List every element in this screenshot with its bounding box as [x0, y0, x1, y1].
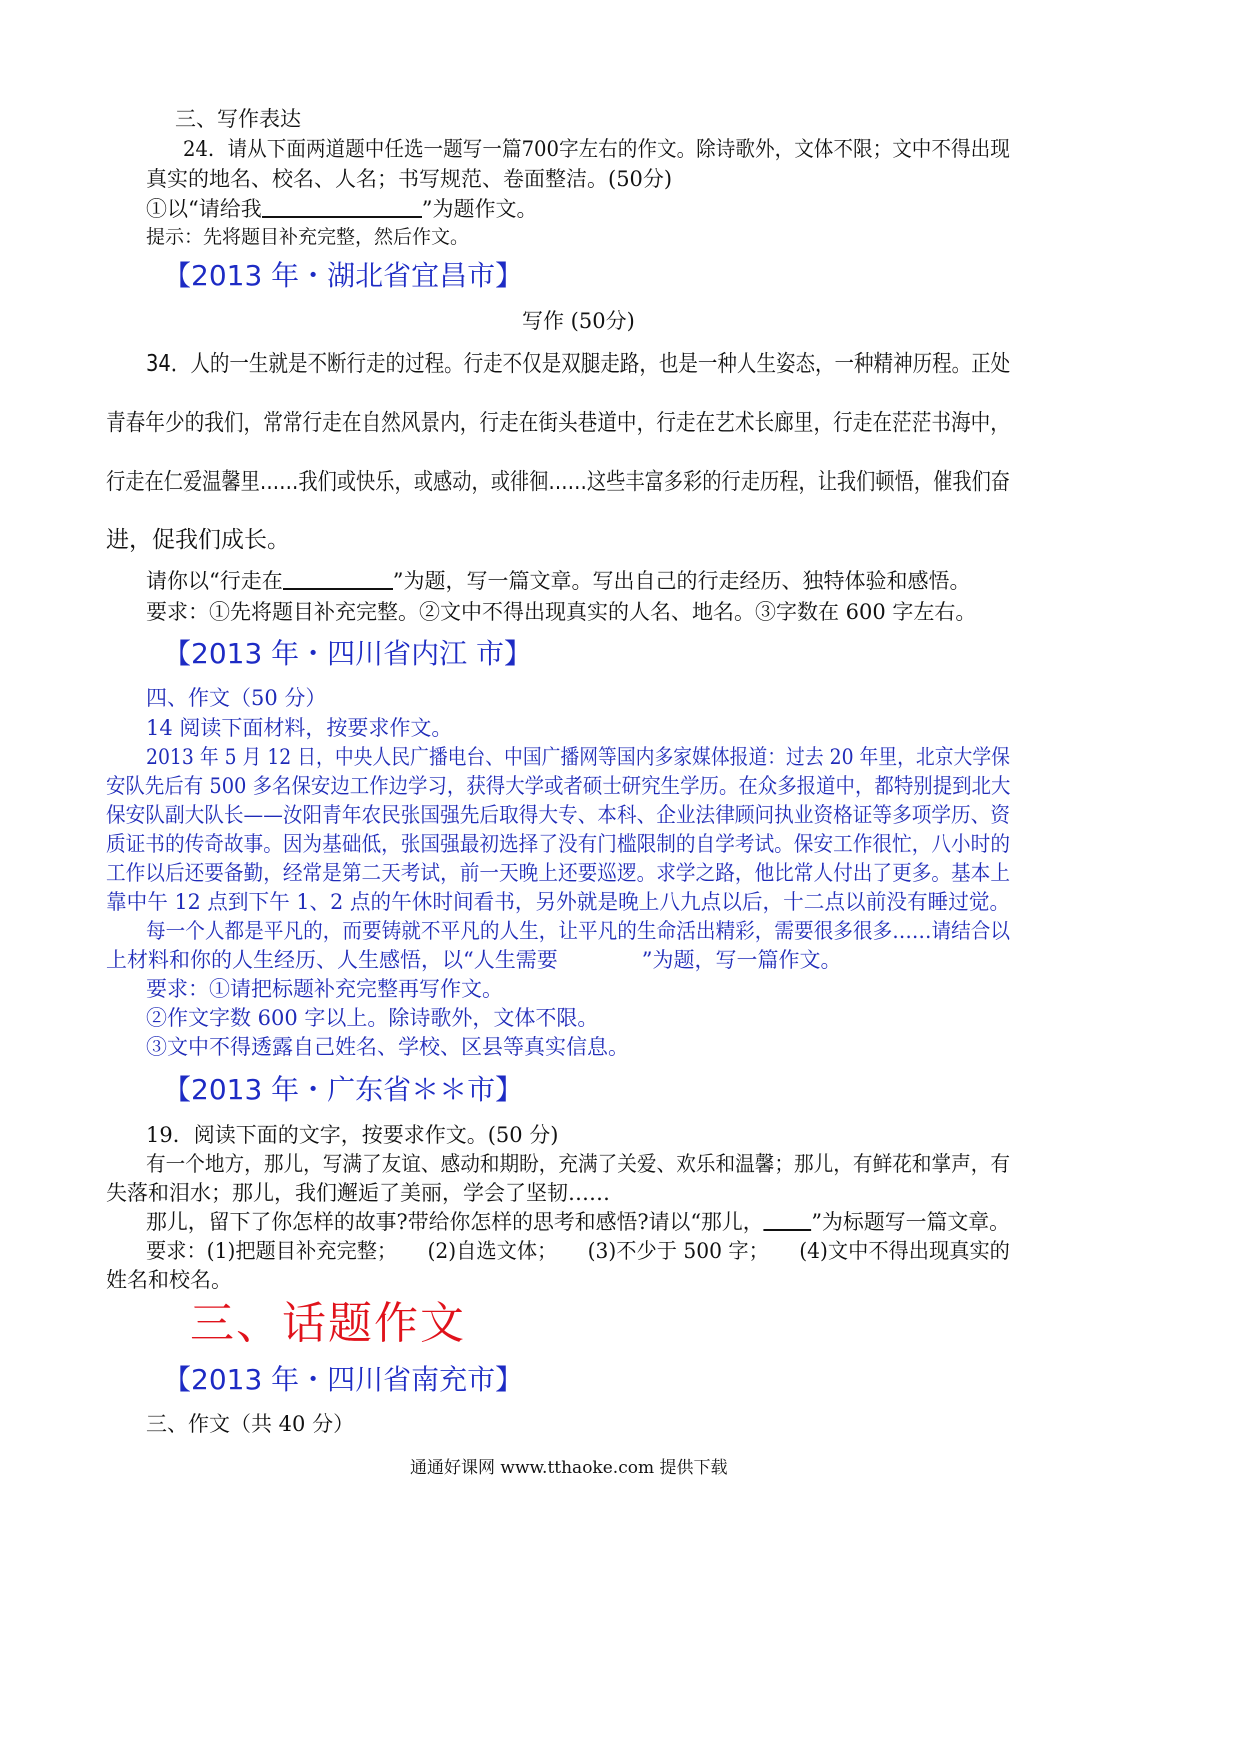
neijiang-material-line-3: 保安队副大队长——汝阳青年农民张国强先后取得大专、本科、企业法律顾问执业资格证等多项学历、资 [106, 803, 1010, 827]
guangdong-requirements: 要求：(1)把题目补充完整； (2)自选文体； (3)不少于 500 字； (4)文中不得出现真实的 [146, 1239, 1010, 1263]
neijiang-section: 四、作文（50 分） [146, 686, 327, 710]
yichang-para-line-1: 34．人的一生就是不断行走的过程。行走不仅是双腿走路，也是一种人生姿态，一种精神历程。正处 [146, 351, 1011, 377]
neijiang-header: 【2013 年・四川省内江 市】 [163, 637, 533, 670]
yichang-subtitle: 写作 (50分) [522, 309, 635, 333]
yichang-para-line-4: 进，促我们成长。 [106, 527, 290, 553]
guangdong-task-suffix: ”为标题写一篇文章。 [811, 1210, 1010, 1234]
yichang-requirements: 要求：①先将题目补充完整。②文中不得出现真实的人名、地名。③字数在 600 字左右。 [146, 600, 977, 624]
topic-essay-heading: 三、话题作文 [190, 1298, 466, 1349]
neijiang-material-line-6: 靠中午 12 点到下午 1、2 点的午休时间看书，另外就是晚上八九点以后，十二点以前没有睡过觉。 [106, 890, 1011, 914]
guangdong-title-blank [764, 1207, 812, 1231]
section-heading-writing: 三、写作表达 [175, 107, 301, 131]
q24-option [146, 194, 538, 224]
yichang-title-blank [283, 566, 393, 590]
neijiang-requirement-3: ③文中不得透露自己姓名、学校、区县等真实信息。 [146, 1035, 629, 1059]
q24-option-suffix: ”为题作文。 [421, 197, 538, 221]
nanchong-section: 三、作文（共 40 分） [146, 1412, 355, 1436]
neijiang-material-line-5: 工作以后还要备勤，经常是第二天考试，前一天晚上还要巡逻。求学之路，他比常人付出了更多。基本上 [106, 861, 1010, 885]
q24-line-2: 真实的地名、校名、人名；书写规范、卷面整洁。(50分) [146, 167, 673, 191]
neijiang-material-line-4: 质证书的传奇故事。因为基础低，张国强最初选择了没有门槛限制的自学考试。保安工作很忙，八小时的 [106, 832, 1010, 856]
page-footer: 通通好课网 www.tthaoke.com 提供下载 [410, 1458, 728, 1478]
guangdong-header: 【2013 年・广东省＊＊市】 [163, 1073, 524, 1106]
neijiang-instruction: 14 阅读下面材料，按要求作文。 [146, 716, 453, 740]
yichang-para-line-2: 青春年少的我们，常常行走在自然风景内，行走在街头巷道中，行走在艺术长廊里，行走在茫茫书海中， [106, 410, 1010, 436]
yichang-para-line-3: 行走在仁爱温馨里……我们或快乐，或感动，或徘徊……这些丰富多彩的行走历程，让我们顿悟，催我们奋 [106, 469, 1011, 495]
guangdong-requirements-cont: 姓名和校名。 [106, 1268, 232, 1292]
neijiang-material-line-7: 每一个人都是平凡的，而要铸就不平凡的人生，让平凡的生命活出精彩，需要很多很多……请结合以 [146, 919, 1011, 943]
guangdong-material-line-2: 失落和泪水；那儿，我们邂逅了美丽，学会了坚韧…… [106, 1181, 610, 1205]
guangdong-material-line-1: 有一个地方，那儿，写满了友谊、感动和期盼，充满了关爱、欢乐和温馨；那儿，有鲜花和掌声，有 [146, 1152, 1011, 1176]
q24-title-blank [262, 194, 422, 218]
nanchong-header: 【2013 年・四川省南充市】 [163, 1363, 524, 1396]
neijiang-requirement-2: ②作文字数 600 字以上。除诗歌外，文体不限。 [146, 1006, 599, 1030]
q24-hint: 提示：先将题目补充完整，然后作文。 [146, 226, 470, 248]
guangdong-question: 19．阅读下面的文字，按要求作文。(50 分) [146, 1123, 559, 1147]
guangdong-task [146, 1207, 1010, 1237]
yichang-task-prefix: 请你以“行走在 [146, 569, 283, 593]
neijiang-material-line-8: 上材料和你的人生经历、人生感悟，以“人生需要 ”为题，写一篇作文。 [106, 948, 842, 972]
yichang-task-suffix: ”为题，写一篇文章。写出自己的行走经历、独特体验和感悟。 [392, 569, 971, 593]
neijiang-requirement-1: 要求：①请把标题补充完整再写作文。 [146, 977, 503, 1001]
neijiang-material-line-2: 安队先后有 500 多名保安边工作边学习，获得大学或者硕士研究生学历。在众多报道中，都特别提到北大 [106, 774, 1011, 798]
yichang-header: 【2013 年・湖北省宜昌市】 [163, 259, 524, 292]
guangdong-task-prefix: 那儿，留下了你怎样的故事?带给你怎样的思考和感悟?请以“那儿， [146, 1210, 764, 1234]
yichang-task [146, 566, 970, 596]
q24-line-1: 24．请从下面两道题中任选一题写一篇700字左右的作文。除诗歌外，文体不限；文中不得出现 [183, 137, 1010, 161]
q24-option-prefix: ①以“请给我 [146, 197, 262, 221]
neijiang-material-line-1: 2013 年 5 月 12 日，中央人民广播电台、中国广播网等国内多家媒体报道：过去 20 年里，北京大学保 [146, 745, 1010, 769]
